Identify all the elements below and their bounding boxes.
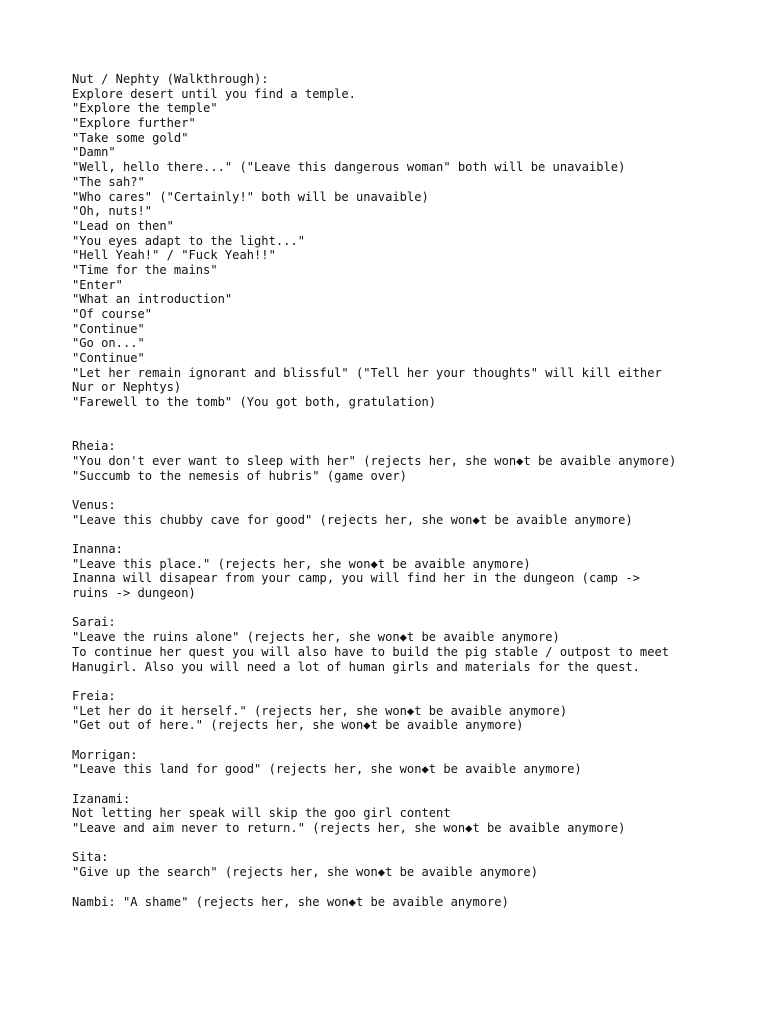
- text-line: "Farewell to the tomb" (You got both, gratulation): [72, 395, 437, 410]
- text-line: "Leave this chubby cave for good" (rejects her, she won◆t be avaible anymore): [72, 512, 633, 527]
- text-line: "Explore further": [72, 116, 196, 131]
- text-line: "Of course": [72, 307, 153, 321]
- text-line: "Explore the temple": [72, 101, 218, 116]
- blank-line: [72, 777, 752, 792]
- document-body: [72, 72, 752, 909]
- text-line: "Leave this land for good" (rejects her, she won◆t be avaible anymore): [72, 762, 582, 777]
- text-line: Venus:: [72, 497, 116, 512]
- text-line: Nut / Nephty (Walkthrough):: [72, 72, 269, 86]
- text-line: Morrigan:: [72, 747, 138, 762]
- text-line: Inanna:: [72, 542, 123, 556]
- text-line: "Get out of here." (rejects her, she won◆t be avaible anymore): [72, 718, 524, 733]
- text-line: "You don't ever want to sleep with her" (rejects her, she won◆t be avaible anymore): [72, 453, 677, 468]
- blank-line: [72, 410, 752, 425]
- blank-line: [72, 601, 752, 616]
- text-line: Rheia:: [72, 439, 116, 454]
- text-line: "You eyes adapt to the light...": [72, 233, 305, 248]
- text-line: "Succumb to the nemesis of hubris" (game over): [72, 468, 407, 483]
- blank-line: [72, 425, 752, 440]
- blank-line: [72, 674, 752, 689]
- text-line: "Damn": [72, 145, 116, 160]
- text-line: Freia:: [72, 688, 116, 703]
- text-line: Nur or Nephtys): [72, 380, 182, 395]
- blank-line: [72, 880, 752, 895]
- text-line: To continue her quest you will also have to build the pig stable / outpost to meet: [72, 644, 670, 659]
- text-line: "Who cares" ("Certainly!" both will be unavaible): [72, 189, 429, 204]
- blank-line: [72, 527, 752, 542]
- blank-line: [72, 836, 752, 851]
- text-line: "Oh, nuts!": [72, 204, 153, 219]
- text-line: "Let her do it herself." (rejects her, she won◆t be avaible anymore): [72, 703, 568, 718]
- text-line: "Leave the ruins alone" (rejects her, she won◆t be avaible anymore): [72, 630, 560, 645]
- text-line: "Well, hello there..." ("Leave this dangerous woman" both will be unavaible): [72, 160, 626, 175]
- text-line: Sita:: [72, 850, 109, 865]
- text-line: Not letting her speak will skip the goo girl content: [72, 806, 451, 821]
- text-line: "Leave this place." (rejects her, she won◆t be avaible anymore): [72, 556, 531, 571]
- blank-line: [72, 483, 752, 498]
- text-line: "What an introduction": [72, 292, 233, 307]
- text-line: "The sah?": [72, 174, 145, 189]
- text-line: "Let her remain ignorant and blissful" ("Tell her your thoughts" will kill either: [72, 365, 662, 380]
- text-line: "Lead on then": [72, 218, 174, 233]
- text-line: "Hell Yeah!" / "Fuck Yeah!!": [72, 248, 276, 263]
- text-line: "Time for the mains": [72, 262, 218, 277]
- text-line: "Continue": [72, 351, 145, 366]
- text-line: "Enter": [72, 277, 123, 292]
- blank-line: [72, 733, 752, 748]
- text-line: Hanugirl. Also you will need a lot of human girls and materials for the quest.: [72, 659, 640, 674]
- text-line: "Go on...": [72, 336, 145, 351]
- text-line: "Leave and aim never to return." (rejects her, she won◆t be avaible anymore): [72, 821, 626, 836]
- text-line: "Give up the search" (rejects her, she won◆t be avaible anymore): [72, 865, 538, 880]
- text-line: ruins -> dungeon): [72, 586, 196, 601]
- text-line: Explore desert until you find a temple.: [72, 86, 356, 101]
- text-line: Nambi: "A shame" (rejects her, she won◆t be avaible anymore): [72, 894, 509, 909]
- text-line: Izanami:: [72, 791, 131, 806]
- text-line: Inanna will disapear from your camp, you will find her in the dungeon (camp ->: [72, 571, 640, 586]
- text-line: Sarai:: [72, 615, 116, 630]
- text-line: "Continue": [72, 321, 145, 336]
- text-line: "Take some gold": [72, 130, 189, 145]
